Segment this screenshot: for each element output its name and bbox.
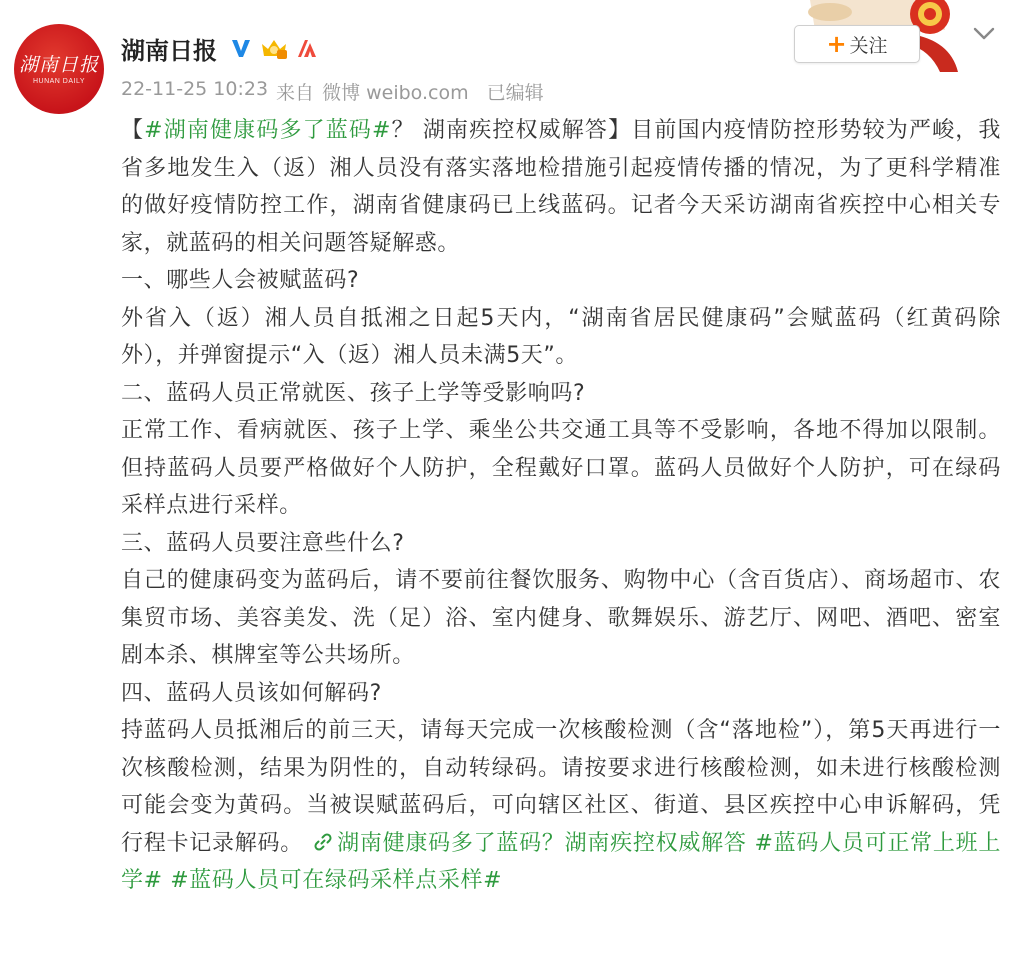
post-meta [121, 78, 544, 105]
question-2: 二、蓝码人员正常就医、孩子上学等受影响吗? [121, 380, 586, 406]
answer-2: 正常工作、看病就医、孩子上学、乘坐公共交通工具等不受影响，各地不得加以限制。但持蓝码人员要严格做好个人防护，全程戴好口罩。蓝码人员做好个人防护，可在绿码采样点进行采样。 [121, 418, 1001, 518]
author-name[interactable]: 湖南日报 [121, 36, 217, 65]
answer-4: 持蓝码人员抵湘后的前三天，请每天完成一次核酸检测（含“落地检”），第5天再进行一次核酸检测，结果为阴性的，自动转绿码。请按要求进行核酸检测，如未进行核酸检测可能会变为黄码。当被误赋蓝码后，可向辖区社区、街道、县区疾控中心申诉解码，凭行程卡记录解码。 [121, 718, 1001, 856]
post-source[interactable]: 微博 weibo.com [322, 82, 469, 104]
topic-tag-link-2[interactable]: #蓝码人员可正常上班上学# [121, 830, 1001, 893]
topic-tag-link-3[interactable]: #蓝码人员可在绿码采样点采样# [170, 868, 503, 893]
follow-plus-icon: + [826, 30, 847, 58]
answer-3: 自己的健康码变为蓝码后，请不要前往餐饮服务、购物中心（含百货店）、商场超市、农集贸市场、美容美发、洗（足）浴、室内健身、歌舞娱乐、游艺厅、网吧、酒吧、密室剧本杀、棋牌室等公共场所。 [121, 568, 1001, 668]
follow-button[interactable] [794, 25, 920, 63]
title-rest: ？ 湖南疾控权威解答】 [391, 118, 632, 143]
follow-label: 关注 [849, 34, 888, 57]
author-row [121, 32, 319, 64]
question-4: 四、蓝码人员该如何解码? [121, 680, 382, 706]
brand-badge-icon[interactable] [295, 37, 319, 59]
chevron-down-icon[interactable] [970, 22, 998, 44]
question-3: 三、蓝码人员要注意些什么? [121, 530, 405, 556]
post-time[interactable]: 22-11-25 10:23 [121, 78, 269, 100]
link-icon[interactable] [313, 832, 333, 852]
post-content [121, 112, 1001, 900]
avatar-logo-subtext: HUNAN DAILY [32, 77, 86, 85]
intro-text: 目前国内疫情防控形势较为严峻，我省多地发生入（返）湘人员没有落实落地检措施引起疫情传播的情况，为了更科学精准的做好疫情防控工作，湖南省健康码已上线蓝码。记者今天采访湖南省疾控中心相关专家，就蓝码的相关问题答疑解惑。 [121, 118, 1001, 256]
post-source-prefix: 来自 [276, 82, 315, 104]
topic-tag-link[interactable]: #湖南健康码多了蓝码# [144, 118, 392, 143]
avatar[interactable] [14, 24, 104, 114]
author-badges [229, 36, 319, 60]
answer-4-block [121, 712, 1001, 900]
question-1: 一、哪些人会被赋蓝码? [121, 268, 360, 293]
title-open-bracket: 【 [121, 118, 145, 143]
avatar-logo-text: 湖南日报 [18, 53, 99, 76]
article-link[interactable]: 湖南健康码多了蓝码？湖南疾控权威解答 [337, 830, 747, 856]
post-intro [121, 112, 1001, 262]
edited-label[interactable]: 已编辑 [486, 82, 544, 104]
vip-crown-icon[interactable] [259, 36, 289, 60]
verified-icon[interactable] [229, 36, 253, 60]
answer-1: 外省入（返）湘人员自抵湘之日起5天内，“湖南省居民健康码”会赋蓝码（红黄码除外），并弹窗提示“入（返）湘人员未满5天”。 [121, 305, 1001, 368]
